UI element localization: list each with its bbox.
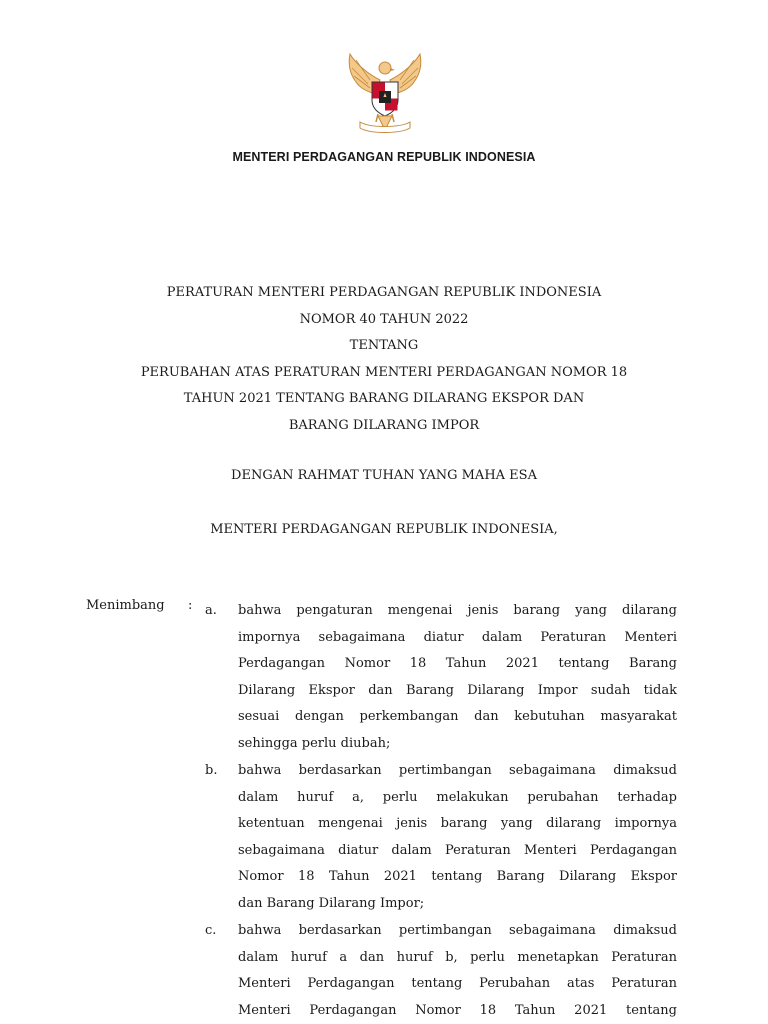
clause-line: Dilarang Ekspor dan Barang Dilarang Impor sudah tidak [238,682,677,698]
clause-c [205,918,677,1024]
clause-line: bahwa berdasarkan pertimbangan sebagaimana dimaksud [238,763,677,778]
title-line: PERUBAHAN ATAS PERATURAN MENTERI PERDAGANGAN NOMOR 18 [140,364,628,380]
clause-line: sesuai dengan perkembangan dan kebutuhan masyarakat [238,709,677,725]
clause-a [205,598,677,758]
minister-line: MENTERI PERDAGANGAN REPUBLIK INDONESIA, [210,522,558,537]
colon: : [188,598,193,613]
clause-line: dalam huruf a dan huruf b, perlu menetapkan Peraturan [238,949,677,965]
clause-line: dan Barang Dilarang Impor; [238,895,425,911]
clause-line: bahwa berdasarkan pertimbangan sebagaimana dimaksud [238,923,677,938]
clause-line: impornya sebagaimana diatur dalam Peraturan Menteri [238,629,677,645]
title-line: BARANG DILARANG IMPOR [288,417,480,433]
clause-line: sebagaimana diatur dalam Peraturan Menteri Perdagangan [238,842,677,858]
clause-line: sehingga perlu diubah; [238,735,391,751]
title-line: TENTANG [349,338,419,353]
regulation-title [0,280,768,439]
considerations-label: Menimbang [86,598,165,613]
clause-b [205,758,677,918]
clause-letter: c. [205,923,217,938]
title-line: PERATURAN MENTERI PERDAGANGAN REPUBLIK INDONESIA [166,285,602,300]
ministry-header: MENTERI PERDAGANGAN REPUBLIK INDONESIA [232,150,536,164]
garuda-emblem-icon [340,50,430,140]
clause-letter: a. [205,603,217,618]
clause-line: dalam huruf a, perlu melakukan perubahan terhadap [238,789,677,805]
clause-line: bahwa pengaturan mengenai jenis barang yang dilarang [238,603,677,618]
clause-line: Menteri Perdagangan Nomor 18 Tahun 2021 tentang [238,1002,677,1018]
grace-statement: DENGAN RAHMAT TUHAN YANG MAHA ESA [231,468,537,483]
clause-line: Perdagangan Nomor 18 Tahun 2021 tentang Barang [238,656,677,672]
title-line: NOMOR 40 TAHUN 2022 [299,311,469,327]
clause-letter: b. [205,763,218,778]
title-line: TAHUN 2021 TENTANG BARANG DILARANG EKSPOR DAN [183,391,585,406]
clause-line: Menteri Perdagangan tentang Perubahan atas Peraturan [238,976,677,992]
clause-line: Nomor 18 Tahun 2021 tentang Barang Dilarang Ekspor [238,869,677,885]
clause-line: ketentuan mengenai jenis barang yang dilarang impornya [238,816,677,832]
